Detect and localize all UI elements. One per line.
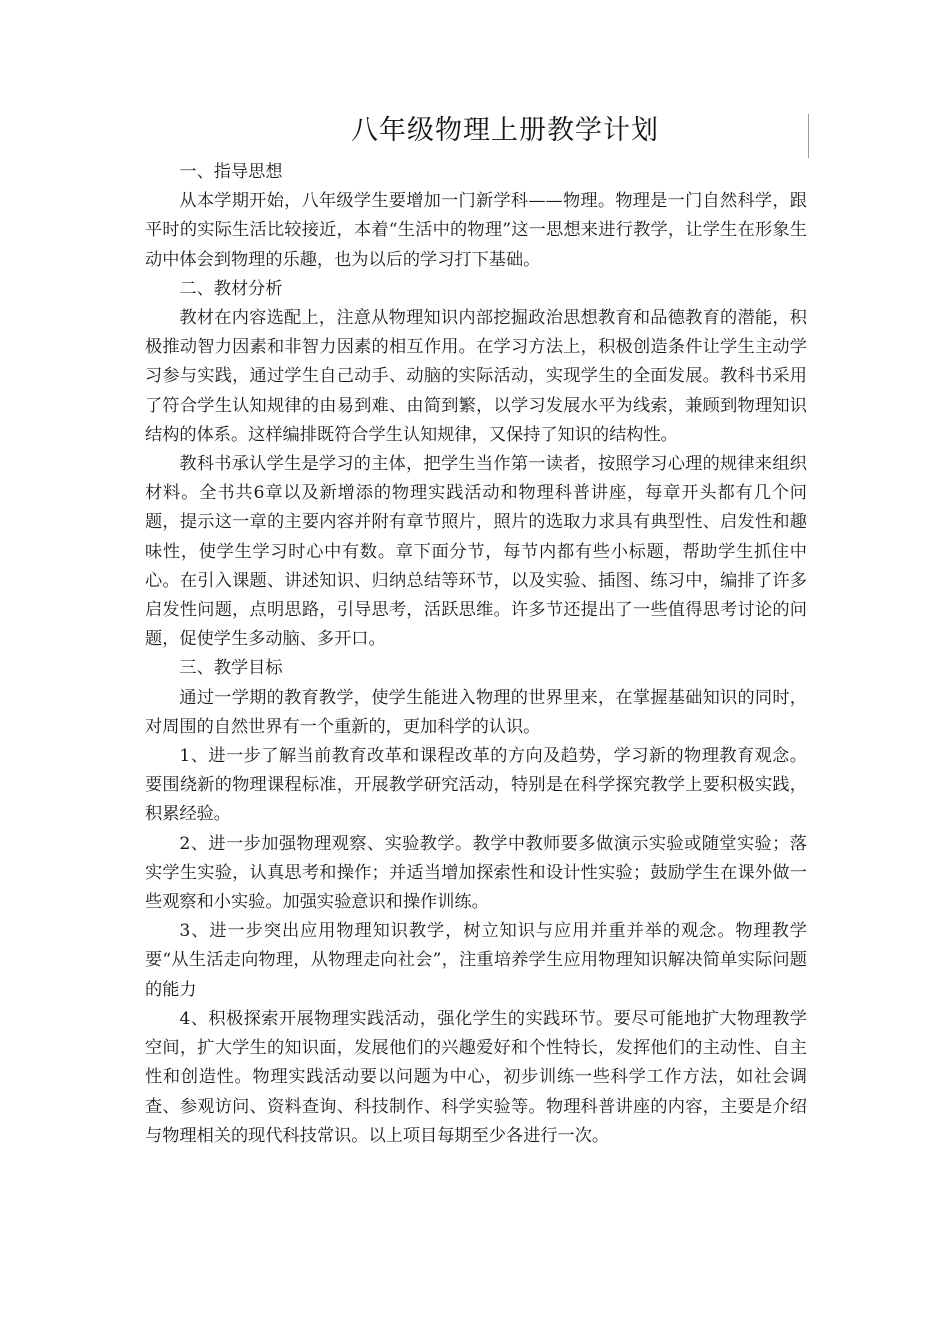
paragraph-goal-1: 1、进一步了解当前教育改革和课程改革的方向及趋势，学习新的物理教育观念。要围绕新的物理课程标准，开展教学研究活动，特别是在科学探究教学上要积极实践，积累经验。 — [145, 746, 807, 825]
section-heading-teaching-goals: 三、教学目标 — [179, 658, 283, 679]
paragraph-goal-2: 2、进一步加强物理观察、实验教学。教学中教师要多做演示实验或随堂实验；落实学生实验，认真思考和操作；并适当增加探索性和设计性实验；鼓励学生在课外做一些观察和小实验。加强实验意识和操作训练。 — [145, 833, 807, 913]
paragraph-textbook-structure: 教科书承认学生是学习的主体，把学生当作第一读者，按照学习心理的规律来组织材料。全书共6章以及新增添的物理实践活动和物理科普讲座，每章开头都有几个问题，提示这一章的主要内容并附有章节照片，照片的选取力求具有典型性、启发性和趣味性，使学生学习时心中有数。章下面分节，每节内都有些小标题，帮助学生抓住中心。在引入课题、讲述知识、归纳总结等环节，以及实验、插图、练习中，编排了许多启发性问题，点明思路，引导思考，活跃思维。许多节还提出了一些值得思考讨论的问题，促使学生多动脑、多开口。 — [145, 454, 807, 650]
document-title: 八年级物理上册教学计划 — [351, 115, 659, 146]
paragraph-guiding-ideology: 从本学期开始，八年级学生要增加一门新学科——物理。物理是一门自然科学，跟平时的实际生活比较接近，本着“生活中的物理”这一思想来进行教学，让学生在形象生动中体会到物理的乐趣，也为以后的学习打下基础。 — [145, 191, 807, 270]
section-heading-guiding-ideology: 一、指导思想 — [179, 162, 283, 182]
paragraph-goal-4: 4、积极探索开展物理实践活动，强化学生的实践环节。要尽可能地扩大物理教学空间，扩大学生的知识面，发展他们的兴趣爱好和个性特长，发挥他们的主动性、自主性和创造性。物理实践活动要以问题为中心，初步训练一些科学工作方法，如社会调查、参观访问、资料查询、科技制作、科学实验等。物理科普讲座的内容，主要是介绍与物理相关的现代科技常识。以上项目每期至少各进行一次。 — [145, 1008, 807, 1146]
paragraph-textbook-content: 教材在内容选配上，注意从物理知识内部挖掘政治思想教育和品德教育的潜能，积极推动智力因素和非智力因素的相互作用。在学习方法上，积极创造条件让学生主动学习参与实践，通过学生自己动手、动脑的实际活动，实现学生的全面发展。教科书采用了符合学生认知规律的由易到难、由简到繁，以学习发展水平为线索，兼顾到物理知识结构的体系。这样编排既符合学生认知规律，又保持了知识的结构性。 — [145, 308, 807, 445]
document-body — [145, 158, 807, 1151]
section-heading-textbook-analysis: 二、教材分析 — [179, 278, 283, 299]
paragraph-goals-intro: 通过一学期的教育教学，使学生能进入物理的世界里来，在掌握基础知识的同时，对周围的自然世界有一个重新的，更加科学的认识。 — [145, 687, 807, 737]
paragraph-goal-3: 3、进一步突出应用物理知识教学，树立知识与应用并重并举的观念。物理教学要“从生活走向物理，从物理走向社会”，注重培养学生应用物理知识解决简单实际问题的能力 — [145, 921, 807, 1000]
